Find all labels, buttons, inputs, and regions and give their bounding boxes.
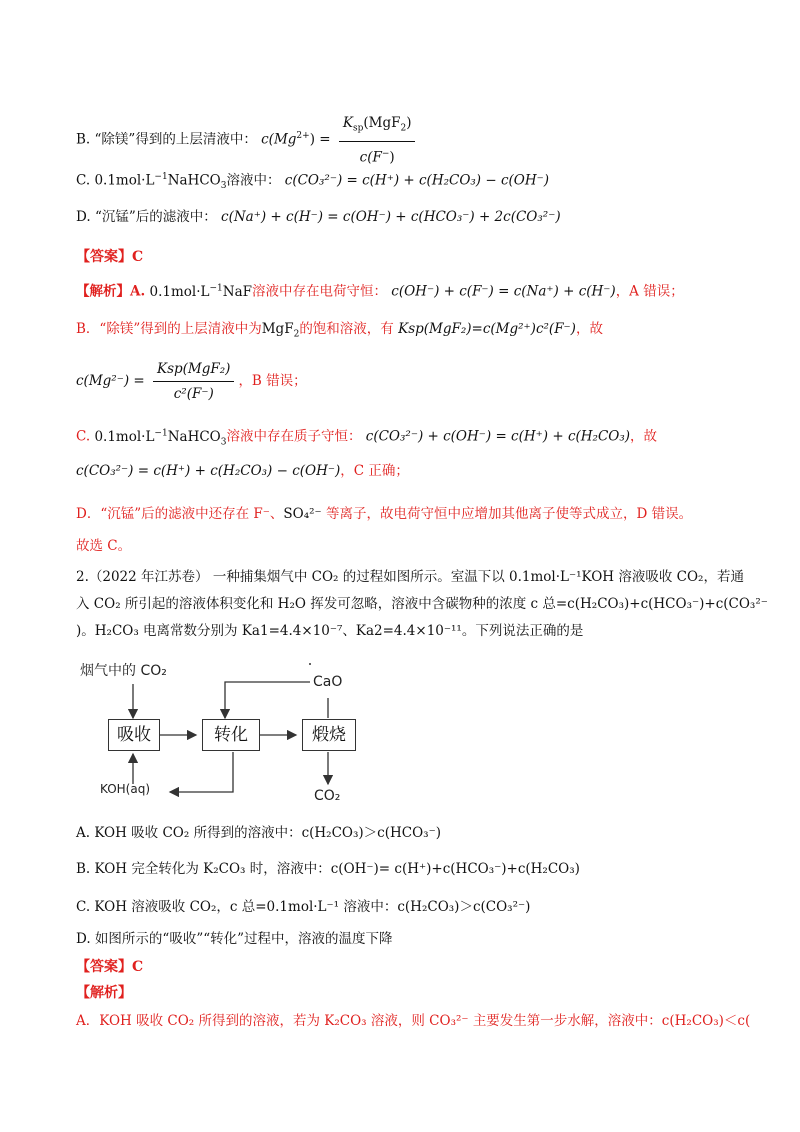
koh-label: KOH(aq) bbox=[100, 782, 151, 796]
q2-analysis-a: A．KOH 吸收 CO₂ 所得到的溶液，若为 K₂CO₃ 溶液，则 CO₃²⁻ 主要发生第一步水解，溶液中：c(H₂CO₃)＜c( bbox=[76, 1013, 751, 1029]
analysis-a: 【解析】A. $0.1mol\cdot L^{-1}NaF$溶液中存在电荷守恒： c(OH⁻) + c(F⁻) = c(Na⁺) + c(H⁻)，A 错误； bbox=[76, 283, 684, 300]
process-diagram bbox=[70, 660, 410, 810]
analysis-b-text2: 的饱和溶液，有 bbox=[299, 321, 394, 337]
q2-option-a: A. KOH 吸收 CO₂ 所得到的溶液中：c(H₂CO₃)＞c(HCO₃⁻) bbox=[76, 825, 441, 841]
option-b-formula-lhs: c(Mg bbox=[261, 131, 297, 148]
arrow-convert-to-koh bbox=[170, 752, 233, 792]
analysis-c-tag: C. bbox=[76, 428, 91, 445]
option-d bbox=[76, 206, 561, 228]
analysis-c-formula: c(CO₃²⁻) + c(OH⁻) = c(H⁺) + c(H₂CO₃) bbox=[365, 428, 631, 445]
analysis-b2-den: c²(F⁻) bbox=[173, 386, 214, 402]
analysis-d-text2: 等离子，故电荷守恒中应增加其他离子使等式成立，D 错误。 bbox=[325, 506, 693, 522]
analysis-d bbox=[76, 503, 692, 525]
option-b-den: c(F bbox=[359, 149, 382, 166]
option-b-text: “除镁”得到的上层清液中： bbox=[94, 131, 257, 148]
cao-label: CaO bbox=[313, 674, 343, 690]
analysis-d-ion: SO₄²⁻ bbox=[283, 506, 322, 522]
analysis-d-text: D．“沉锰”后的滤液中还存在 F⁻、 bbox=[76, 506, 284, 522]
option-d-text: “沉锰”后的滤液中： bbox=[94, 209, 217, 225]
analysis-b2-lhs: c(Mg²⁻) = bbox=[76, 373, 145, 389]
analysis-a-text: 溶液中存在电荷守恒： bbox=[251, 283, 387, 300]
q2-line3: )。H₂CO₃ 电离常数分别为 Ka1=4.4×10⁻⁷、Ka2=4.4×10⁻¹¹。下列说法正确的是 bbox=[76, 623, 584, 639]
q2-option-b: B. KOH 完全转化为 K₂CO₃ 时，溶液中：c(OH⁻)= c(H⁺)+c(HCO₃⁻)+c(H₂CO₃) bbox=[76, 861, 580, 877]
ksp-arg: (MgF bbox=[363, 115, 401, 131]
box-absorb: 吸收 bbox=[108, 719, 160, 751]
option-c-suffix: 溶液中： bbox=[226, 172, 281, 189]
analysis-c-text: 溶液中存在质子守恒： bbox=[226, 428, 362, 445]
option-b-letter: B. bbox=[76, 131, 91, 148]
analysis-c-conc: 0.1mol·L bbox=[94, 428, 155, 445]
q2-answer: 【答案】C bbox=[76, 959, 144, 975]
box-convert: 转化 bbox=[202, 719, 260, 751]
q2-analysis-label: 【解析】 bbox=[76, 985, 132, 1001]
option-c-conc: 0.1mol·L bbox=[94, 172, 155, 189]
option-c: C. $0.1mol\cdot L^{-1}NaHCO_3$溶液中： c(CO₃²⁻) = c(H⁺) + c(H₂CO₃) − c(OH⁻) bbox=[76, 172, 550, 192]
option-b-fraction: $\frac{K_{sp}(MgF_2)}{c(F^-)}$ bbox=[339, 112, 416, 168]
analysis-b-text: B．“除镁”得到的上层清液中为 bbox=[76, 321, 262, 337]
option-c-formula: c(CO₃²⁻) = c(H⁺) + c(H₂CO₃) − c(OH⁻) bbox=[284, 172, 550, 189]
analysis-a-tag: 【解析】A. bbox=[76, 283, 146, 300]
analysis-c-line2 bbox=[76, 460, 409, 482]
analysis-b2-verdict: ，B 错误； bbox=[238, 373, 307, 389]
analysis-b2-num: Ksp(MgF₂) bbox=[153, 358, 234, 382]
analysis-a-verdict: ，A 错误； bbox=[615, 283, 684, 300]
ksp-symbol: K bbox=[342, 115, 353, 131]
analysis-b2-fraction bbox=[153, 358, 234, 405]
analysis-c2-formula: c(CO₃²⁻) = c(H⁺) + c(H₂CO₃) − c(OH⁻) bbox=[76, 463, 341, 479]
q2-option-c: C. KOH 溶液吸收 CO₂，c 总=0.1mol·L⁻¹ 溶液中：c(H₂CO₃)＞c(CO₃²⁻) bbox=[76, 899, 531, 915]
analysis-b-tail: ，故 bbox=[575, 321, 603, 337]
prev-answer: 【答案】C bbox=[76, 249, 144, 265]
q2-line1: 2.（2022 年江苏卷） 一种捕集烟气中 CO₂ 的过程如图所示。室温下以 0.1mol·L⁻¹KOH 溶液吸收 CO₂，若通 bbox=[76, 569, 744, 585]
option-b: B. “除镁”得到的上层清液中： $c(Mg^{2+})$ = $\frac{K_{sp}(MgF_2)}{c(F^-)}$ bbox=[76, 112, 419, 168]
analysis-a-conc: 0.1mol·L bbox=[149, 283, 210, 300]
analysis-c-salt: NaHCO bbox=[167, 428, 221, 445]
analysis-c-line1: C. $0.1mol\cdot L^{-1}NaHCO_3$溶液中存在质子守恒： c(CO₃²⁻) + c(OH⁻) = c(H⁺) + c(H₂CO₃)，故 bbox=[76, 428, 658, 448]
box-calcine: 煅烧 bbox=[302, 719, 356, 751]
analysis-c-tail: ，故 bbox=[630, 428, 658, 445]
option-d-formula: c(Na⁺) + c(H⁻) = c(OH⁻) + c(HCO₃⁻) + 2c(CO₃²⁻) bbox=[221, 209, 561, 225]
option-c-letter: C. bbox=[76, 172, 91, 189]
analysis-b-formula: Ksp(MgF₂)=c(Mg²⁺)c²(F⁻) bbox=[398, 321, 576, 337]
analysis-a-formula: c(OH⁻) + c(F⁻) = c(Na⁺) + c(H⁻) bbox=[391, 283, 616, 300]
analysis-a-salt: NaF bbox=[222, 283, 252, 300]
analysis-c2-verdict: ，C 正确； bbox=[340, 463, 409, 479]
analysis-b-salt: MgF bbox=[261, 321, 294, 337]
q2-line2: 入 CO₂ 所引起的溶液体积变化和 H₂O 挥发可忽略，溶液中含碳物种的浓度 c 总=c(H₂CO₃)+c(HCO₃⁻)+c(CO₃²⁻ bbox=[76, 596, 768, 612]
option-c-salt: NaHCO bbox=[167, 172, 221, 189]
q2-option-d: D. 如图所示的“吸收”“转化”过程中，溶液的温度下降 bbox=[76, 931, 393, 947]
analysis-b-line1: B．“除镁”得到的上层清液中为MgF$_2$的饱和溶液，有 Ksp(MgF₂)=c(Mg²⁺)c²(F⁻)，故 bbox=[76, 321, 603, 340]
arrow-cao-to-convert bbox=[225, 682, 310, 718]
option-d-letter: D. bbox=[76, 209, 91, 225]
analysis-b-line2 bbox=[76, 358, 307, 405]
conclusion: 故选 C。 bbox=[76, 538, 132, 554]
source-label: 烟气中的 CO₂ bbox=[80, 663, 167, 679]
co2-label: CO₂ bbox=[314, 788, 341, 804]
